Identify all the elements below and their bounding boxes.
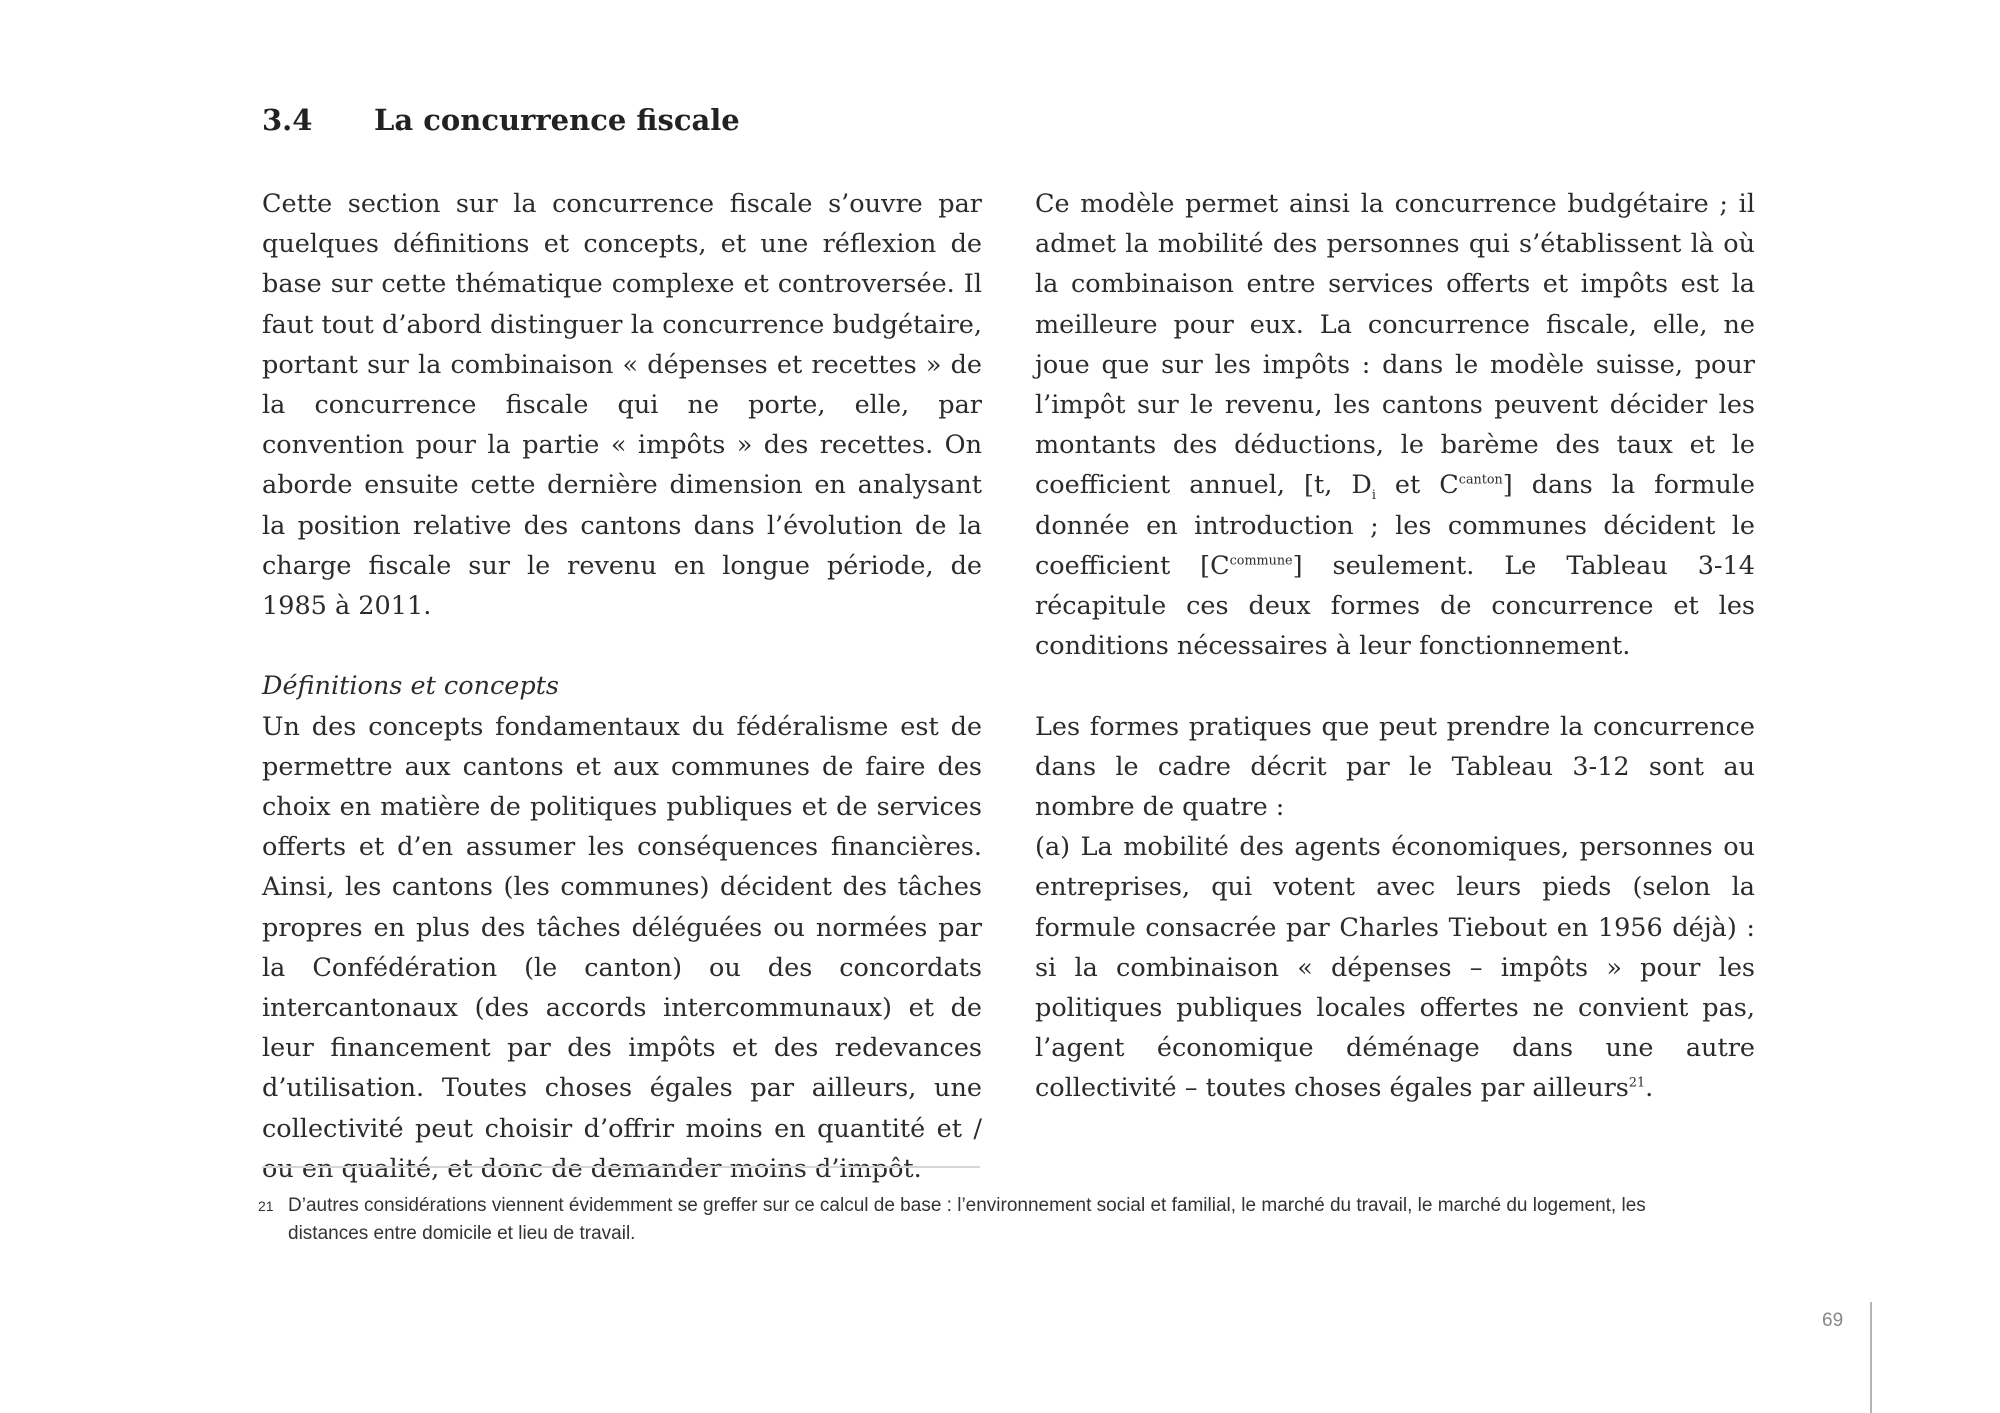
mobility-text-end: .: [1645, 1073, 1654, 1104]
section-number: 3.4: [262, 103, 313, 137]
footnote-number: 21: [258, 1198, 274, 1214]
model-text-c: ] dans la formule donnée en introduction ; les communes décident le coefficient [C: [1035, 470, 1755, 581]
subscript-i: i: [1371, 488, 1376, 504]
concepts-paragraph: Un des concepts fondamentaux du fédéralisme est de permettre aux cantons et aux communes de faire des choix en matière de politiques publiques et de services offerts et d’en assumer les conséquences financières. Ainsi, les cantons (les communes) décident des tâches propres en plus des tâches déléguées ou normées par la Confédération (le canton) ou des concordats intercantonaux (des accords intercommunaux) et de leur financement par des impôts et des redevances d’utilisation. Toutes choses égales par ailleurs, une collectivité peut choisir d’offrir moins en quantité et / ou en qualité, et donc de demander moins d’impôt.: [262, 711, 982, 1184]
section-heading: [262, 103, 740, 137]
page-margin-rule: [1870, 1302, 1872, 1413]
paragraph-gap: [1035, 666, 1755, 706]
model-text-d: ] seulement. Le Tableau 3-14 récapitule ces deux formes de concurrence et les conditions nécessaires à leur fonctionnement.: [1035, 550, 1755, 662]
model-text-b: et C: [1375, 470, 1459, 501]
superscript-commune: commune: [1229, 553, 1293, 569]
subsection-heading: Définitions et concepts: [262, 671, 560, 702]
page-number: 69: [1822, 1310, 1844, 1331]
footnote-text: D’autres considérations viennent évidemment se greffer sur ce calcul de base : l’environnement social et familial, le marché du travail, le marché du logement, les distances entre domicile et lieu de travail.: [288, 1195, 1646, 1244]
intro-paragraph: Cette section sur la concurrence fiscale s’ouvre par quelques définitions et concepts, et une réflexion de base sur cette thématique complexe et controversée. Il faut tout d’abord distinguer la concurrence budgétaire, portant sur la combinaison « dépenses et recettes » de la concurrence fiscale qui ne porte, elle, par convention pour la partie « impôts » des recettes. On aborde ensuite cette dernière dimension en analysant la position relative des cantons dans l’évolution de la charge fiscale sur le revenu en longue période, de 1985 à 2011.: [262, 189, 982, 622]
footnote-separator: [262, 1166, 980, 1168]
footnote: [258, 1192, 1718, 1248]
paragraph-gap: [262, 626, 982, 666]
forms-paragraph: Les formes pratiques que peut prendre la concurrence dans le cadre décrit par le Tableau 3-12 sont au nombre de quatre :: [1035, 711, 1755, 823]
superscript-canton: canton: [1458, 472, 1503, 488]
section-title: La concurrence fiscale: [374, 103, 740, 137]
footnote-reference[interactable]: 21: [1628, 1075, 1646, 1091]
mobility-text: (a) La mobilité des agents économiques, personnes ou entreprises, qui votent avec leurs pieds (selon la formule consacrée par Charles Tiebout en 1956 déjà) : si la combinaison « dépenses – impôts » pour les politiques publiques locales offertes ne convient pas, l’agent économique déménage dans une autre collectivité – toutes choses égales par ailleurs: [1035, 832, 1755, 1104]
mobility-paragraph: [1035, 827, 1755, 1108]
right-column: [1035, 184, 1755, 1109]
model-paragraph: [1035, 184, 1755, 666]
model-text-a: Ce modèle permet ainsi la concurrence budgétaire ; il admet la mobilité des personnes qui s’établissent là où la combinaison entre services offerts et impôts est la meilleure pour eux. La concurrence fiscale, elle, ne joue que sur les impôts : dans le modèle suisse, pour l’impôt sur le revenu, les cantons peuvent décider les montants des déductions, le barème des taux et le coefficient annuel, [t, D: [1035, 189, 1755, 501]
left-column: [262, 184, 982, 1189]
